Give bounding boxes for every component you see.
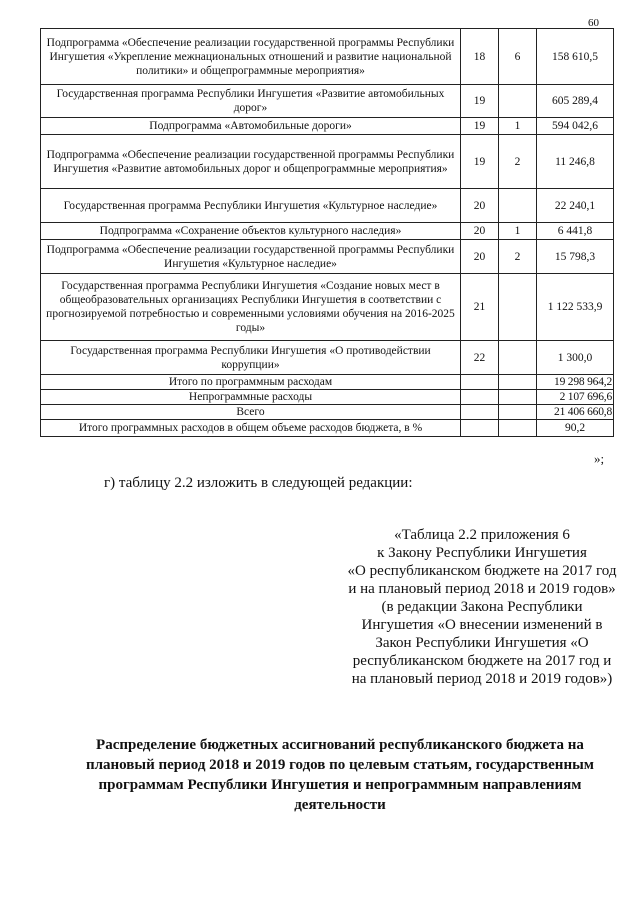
table-row — [41, 85, 614, 118]
table-row — [41, 135, 614, 189]
total-label: Непрограммные расходы — [41, 390, 461, 405]
table-row — [41, 341, 614, 375]
row-sub — [499, 341, 537, 375]
total-amount: 2 107 696,6 — [537, 390, 614, 405]
section-heading: Распределение бюджетных ассигнований республиканского бюджета на плановый период 2018 и 2019 годов по целевым статьям, государственным программам Республики Ингушетия и непрограммным направлениям деятельности — [85, 737, 595, 813]
row-name: Подпрограмма «Автомобильные дороги» — [41, 118, 461, 135]
row-sub — [499, 274, 537, 341]
row-name: Государственная программа Республики Ингушетия «Создание новых мест в общеобразовательных организациях Республики Ингушетия в соответствии с прогнозируемой потребностью и современными условиями обучения на 2016-2025 годы» — [41, 274, 461, 341]
row-sub: 6 — [499, 29, 537, 85]
row-code: 19 — [461, 135, 499, 189]
page-number: 60 — [588, 17, 599, 29]
row-amount: 11 246,8 — [537, 135, 614, 189]
caption-line: «Таблица 2.2 приложения 6 — [394, 527, 570, 543]
row-sub: 2 — [499, 135, 537, 189]
row-amount: 594 042,6 — [537, 118, 614, 135]
row-code: 19 — [461, 85, 499, 118]
table-row — [41, 189, 614, 223]
row-code: 20 — [461, 189, 499, 223]
row-name: Государственная программа Республики Ингушетия «Развитие автомобильных дорог» — [41, 85, 461, 118]
row-amount: 15 798,3 — [537, 240, 614, 274]
total-row — [41, 390, 614, 405]
row-name: Государственная программа Республики Ингушетия «О противодействии коррупции» — [41, 341, 461, 375]
row-sub: 2 — [499, 240, 537, 274]
row-code: 21 — [461, 274, 499, 341]
table-row — [41, 29, 614, 85]
row-name: Подпрограмма «Обеспечение реализации государственной программы Республики Ингушетия «Укрепление межнациональных отношений и развитие национальной политики» и общепрограммные мероприятия» — [41, 29, 461, 85]
row-name: Подпрограмма «Обеспечение реализации государственной программы Республики Ингушетия «Развитие автомобильных дорог и общепрограммные мероприятия» — [41, 135, 461, 189]
table-row — [41, 223, 614, 240]
row-amount: 22 240,1 — [537, 189, 614, 223]
row-sub — [499, 85, 537, 118]
row-code: 20 — [461, 223, 499, 240]
intro-text: г) таблицу 2.2 изложить в следующей редакции: — [104, 475, 413, 491]
row-amount: 1 122 533,9 — [537, 274, 614, 341]
caption-line: «О республиканском бюджете на 2017 год и на плановый период 2018 и 2019 годов» (в редакции Закона Республики Ингушетия «О внесении изменений в Закон Республики Ингушетия «О республиканском бюджете на 2017 год и на плановый период 2018 и 2019 годов») — [347, 563, 617, 687]
total-amount: 90,2 — [537, 420, 614, 437]
row-name: Государственная программа Республики Ингушетия «Культурное наследие» — [41, 189, 461, 223]
table-row — [41, 274, 614, 341]
row-code: 22 — [461, 341, 499, 375]
total-row — [41, 405, 614, 420]
table-caption — [346, 526, 618, 688]
table-row — [41, 240, 614, 274]
row-sub: 1 — [499, 223, 537, 240]
total-label: Итого программных расходов в общем объеме расходов бюджета, в % — [41, 420, 461, 437]
row-name: Подпрограмма «Сохранение объектов культурного наследия» — [41, 223, 461, 240]
row-amount: 6 441,8 — [537, 223, 614, 240]
total-label: Всего — [41, 405, 461, 420]
total-amount: 19 298 964,2 — [537, 375, 614, 390]
total-amount: 21 406 660,8 — [537, 405, 614, 420]
row-amount: 158 610,5 — [537, 29, 614, 85]
row-code: 20 — [461, 240, 499, 274]
closing-quote: »; — [594, 451, 605, 466]
caption-line: к Закону Республики Ингушетия — [377, 545, 587, 561]
row-sub — [499, 189, 537, 223]
row-code: 19 — [461, 118, 499, 135]
row-amount: 1 300,0 — [537, 341, 614, 375]
row-amount: 605 289,4 — [537, 85, 614, 118]
total-row — [41, 375, 614, 390]
budget-table — [40, 28, 614, 437]
total-row — [41, 420, 614, 437]
row-code: 18 — [461, 29, 499, 85]
row-name: Подпрограмма «Обеспечение реализации государственной программы Республики Ингушетия «Культурное наследие» — [41, 240, 461, 274]
total-label: Итого по программным расходам — [41, 375, 461, 390]
table-row — [41, 118, 614, 135]
row-sub: 1 — [499, 118, 537, 135]
